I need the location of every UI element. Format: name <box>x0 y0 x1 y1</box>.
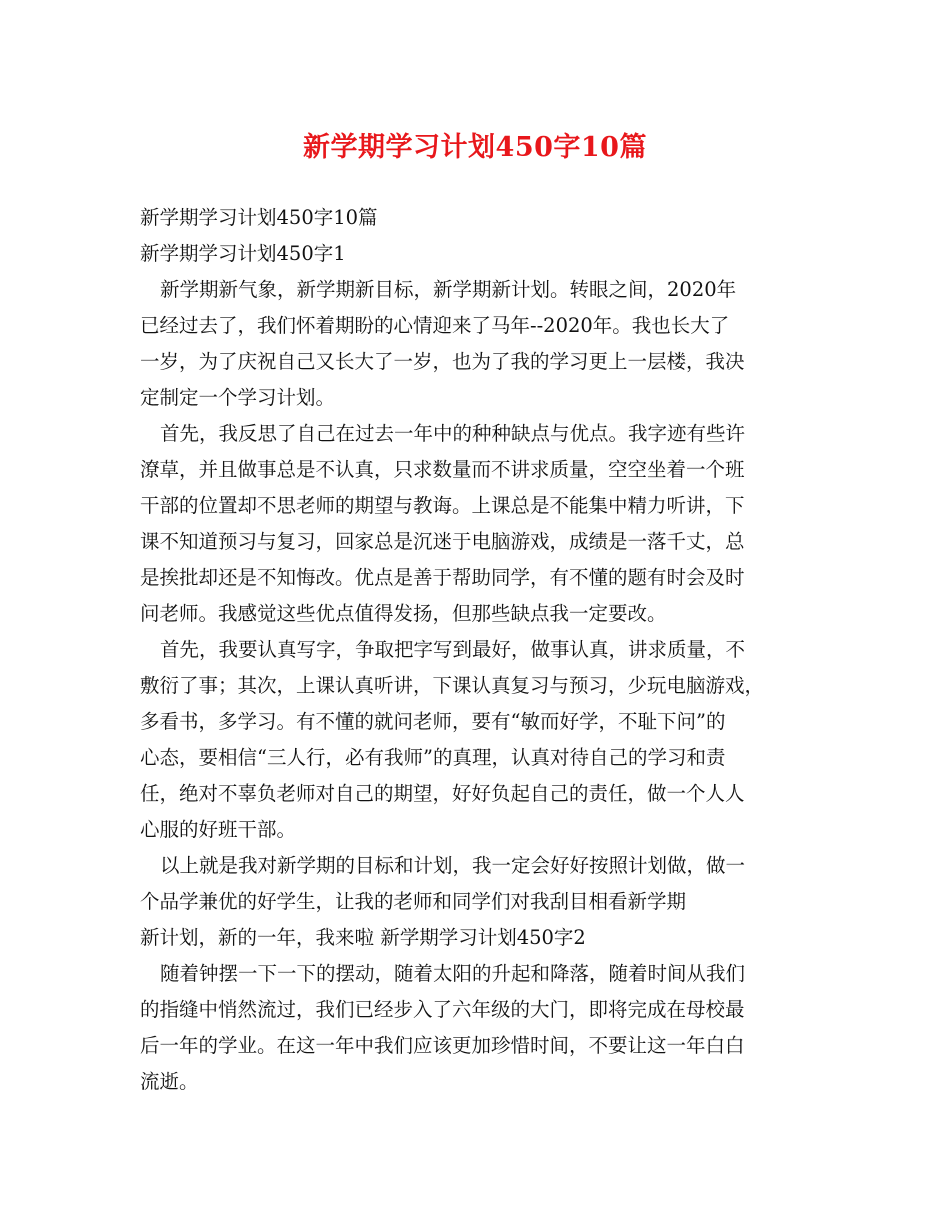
text-line: 多看书，多学习。有不懂的就问老师，要有“敏而好学，不耻下问”的 <box>140 710 726 733</box>
text-line: 的指缝中悄然流过，我们已经步入了六年级的大门，即将完成在母校最 <box>140 998 745 1021</box>
text-line: 一岁，为了庆祝自己又长大了一岁，也为了我的学习更上一层楼，我决 <box>140 350 745 373</box>
text-line: 新学期学习计划450字1 <box>140 242 346 265</box>
text-line: 潦草，并且做事总是不认真，只求数量而不讲求质量，空空坐着一个班 <box>140 458 745 481</box>
text-line: 敷衍了事；其次，上课认真听讲，下课认真复习与预习，少玩电脑游戏， <box>140 674 765 697</box>
text-line: 新学期新气象，新学期新目标，新学期新计划。转眼之间，2020年 <box>160 278 737 301</box>
text-line: 新学期学习计划450字10篇 <box>140 206 378 229</box>
text-line: 心服的好班干部。 <box>140 818 297 841</box>
document-body <box>140 200 820 1100</box>
text-line: 流逝。 <box>140 1070 199 1093</box>
text-line: 定制定一个学习计划。 <box>140 386 336 409</box>
text-line: 新计划，新的一年，我来啦 新学期学习计划450字2 <box>140 926 586 949</box>
text-line: 心态，要相信“三人行，必有我师”的真理，认真对待自己的学习和责 <box>140 746 726 769</box>
text-line: 问老师。我感觉这些优点值得发扬，但那些缺点我一定要改。 <box>140 602 667 625</box>
text-line: 个品学兼优的好学生，让我的老师和同学们对我刮目相看新学期 <box>140 890 687 913</box>
text-line: 任，绝对不辜负老师对自己的期望，好好负起自己的责任，做一个人人 <box>140 782 745 805</box>
text-line: 以上就是我对新学期的目标和计划，我一定会好好按照计划做，做一 <box>160 854 746 877</box>
text-line: 后一年的学业。在这一年中我们应该更加珍惜时间，不要让这一年白白 <box>140 1034 745 1057</box>
document-title: 新学期学习计划450字10篇 <box>303 132 647 163</box>
text-line: 首先，我要认真写字，争取把字写到最好，做事认真，讲求质量，不 <box>160 638 746 661</box>
text-line: 已经过去了，我们怀着期盼的心情迎来了马年--2020年。我也长大了 <box>140 314 730 337</box>
text-line: 课不知道预习与复习，回家总是沉迷于电脑游戏，成绩是一落千丈，总 <box>140 530 745 553</box>
text-line: 随着钟摆一下一下的摆动，随着太阳的升起和降落，随着时间从我们 <box>160 962 746 985</box>
text-line: 首先，我反思了自己在过去一年中的种种缺点与优点。我字迹有些许 <box>160 422 746 445</box>
text-line: 干部的位置却不思老师的期望与教诲。上课总是不能集中精力听讲，下 <box>140 494 745 517</box>
text-line: 是挨批却还是不知悔改。优点是善于帮助同学，有不懂的题有时会及时 <box>140 566 745 589</box>
